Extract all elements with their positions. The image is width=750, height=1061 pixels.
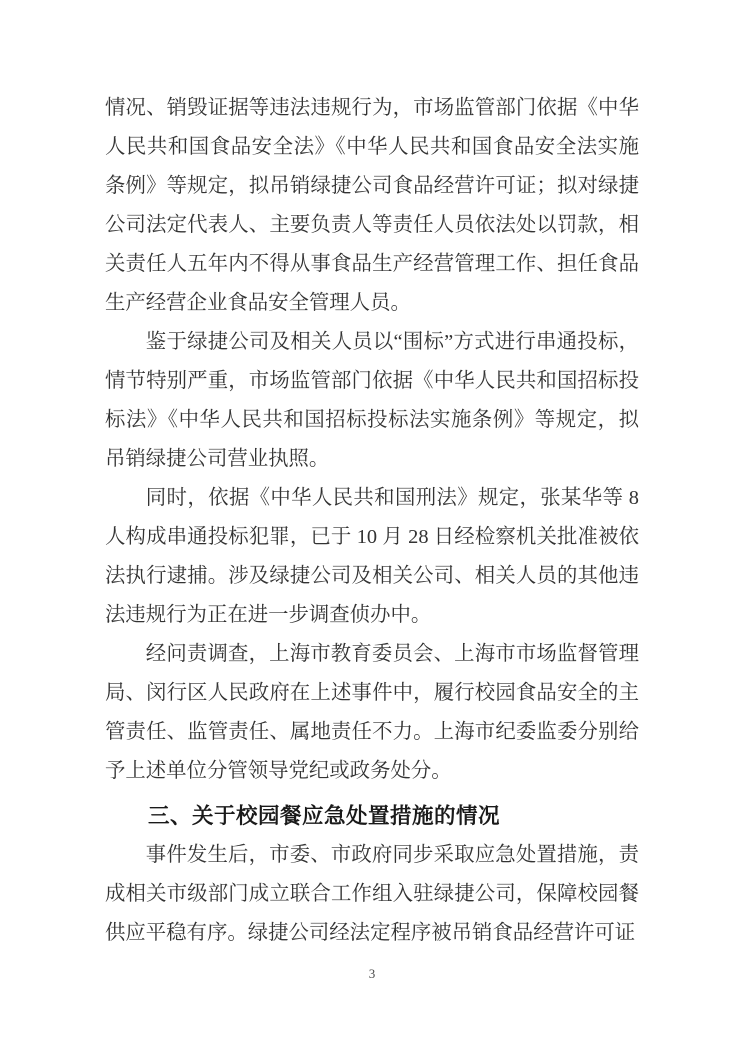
- paragraph-emergency-measures: 事件发生后，市委、市政府同步采取应急处置措施，责成相关市级部门成立联合工作组入驻绿捷公司，保障校园餐供应平稳有序。绿捷公司经法定程序被吊销食品经营许可证: [105, 844, 639, 944]
- paragraph-criminal-law: 同时，依据《中华人民共和国刑法》规定，张某华等 8人构成串通投标犯罪，已于 10 月 28 日经检察机关批准被依法执行逮捕。涉及绿捷公司及相关公司、相关人员的其他违法违规行为正在进一步调查侦办中。: [105, 487, 639, 626]
- paragraph-bid-rigging: 鉴于绿捷公司及相关人员以“围标”方式进行串通投标，情节特别严重，市场监管部门依据《中华人民共和国招标投标法》《中华人民共和国招标投标法实施条例》等规定，拟吊销绿捷公司营业执照。: [105, 331, 639, 470]
- paragraph-accountability: 经问责调查，上海市教育委员会、上海市市场监督管理局、闵行区人民政府在上述事件中，履行校园食品安全的主管责任、监管责任、属地责任不力。上海市纪委监委分别给予上述单位分管领导党纪或政务处分。: [105, 643, 639, 782]
- page-number: 3: [368, 966, 376, 981]
- section-heading-three: 三、关于校园餐应急处置措施的情况: [148, 804, 501, 828]
- paragraph-continuation: 情况、销毁证据等违法违规行为，市场监管部门依据《中华人民共和国食品安全法》《中华人民共和国食品安全法实施条例》等规定，拟吊销绿捷公司食品经营许可证；拟对绿捷公司法定代表人、主要负责人等责任人员依法处以罚款，相关责任人五年内不得从事食品生产经营管理工作、担任食品生产经营企业食品安全管理人员。: [105, 97, 639, 314]
- document-body: [105, 89, 639, 953]
